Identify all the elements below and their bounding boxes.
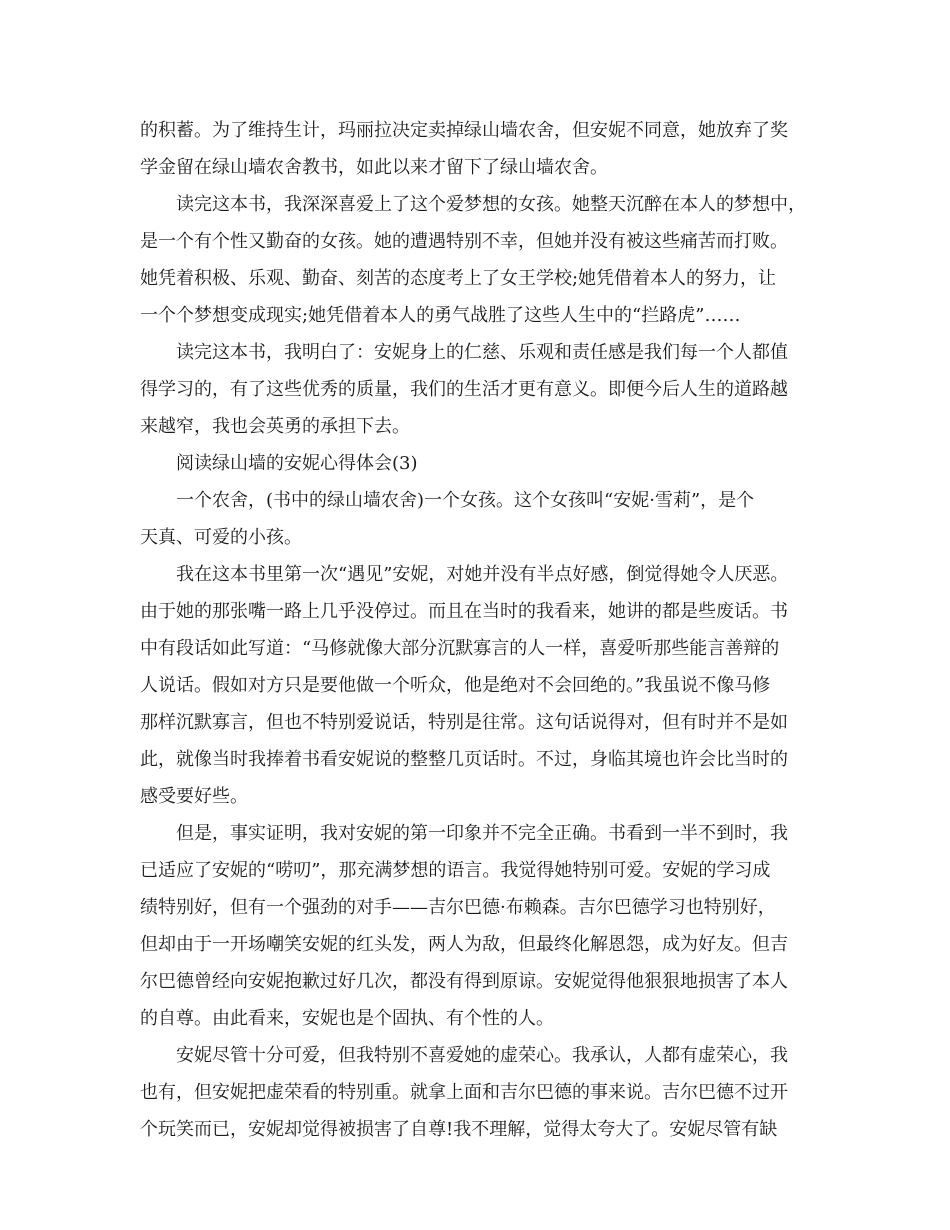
text-line: 她凭着积极、乐观、勤奋、刻苦的态度考上了女王学校;她凭借着本人的努力，让 xyxy=(140,268,777,289)
text-line: 一个农舍，(书中的绿山墙农舍)一个女孩。这个女孩叫“安妮·雪莉”，是个 xyxy=(176,490,755,511)
text-line: 但是，事实证明，我对安妮的第一印象并不完全正确。书看到一半不到时，我 xyxy=(176,823,788,844)
text-line: 绩特别好，但有一个强劲的对手——吉尔巴德·布赖森。吉尔巴德学习也特别好， xyxy=(140,897,776,918)
text-line: 我在这本书里第一次“遇见”安妮，对她并没有半点好感，倒觉得她令人厌恶。 xyxy=(176,564,789,585)
text-line: 读完这本书，我深深喜爱上了这个爱梦想的女孩。她整天沉醉在本人的梦想中， xyxy=(176,194,806,215)
text-line: 个玩笑而已，安妮却觉得被损害了自尊!我不理解，觉得太夸大了。安妮尽管有缺 xyxy=(140,1119,778,1140)
text-line: 由于她的那张嘴一路上几乎没停过。而且在当时的我看来，她讲的都是些废话。书 xyxy=(140,601,788,622)
text-line: 也有，但安妮把虚荣看的特别重。就拿上面和吉尔巴德的事来说。吉尔巴德不过开 xyxy=(140,1082,788,1103)
text-line: 学金留在绿山墙农舍教书，如此以来才留下了绿山墙农舍。 xyxy=(140,157,608,178)
text-line: 是一个有个性又勤奋的女孩。她的遭遇特别不幸，但她并没有被这些痛苦而打败。 xyxy=(140,231,788,252)
text-line: 来越窄，我也会英勇的承担下去。 xyxy=(140,416,410,437)
text-line: 那样沉默寡言，但也不特别爱说话，特别是往常。这句话说得对，但有时并不是如 xyxy=(140,712,788,733)
text-line: 感受要好些。 xyxy=(140,786,248,807)
text-line: 得学习的，有了这些优秀的质量，我们的生活才更有意义。即便今后人生的道路越 xyxy=(140,379,788,400)
text-line: 此，就像当时我捧着书看安妮说的整整几页话时。不过，身临其境也许会比当时的 xyxy=(140,749,788,770)
text-line: 人说话。假如对方只是要他做一个听众，他是绝对不会回绝的。”我虽说不像马修 xyxy=(140,675,771,696)
text-line: 的自尊。由此看来，安妮也是个固执、有个性的人。 xyxy=(140,1008,554,1029)
text-line: 安妮尽管十分可爱，但我特别不喜爱她的虚荣心。我承认，人都有虚荣心，我 xyxy=(176,1045,788,1066)
text-line: 一个个梦想变成现实;她凭借着本人的勇气战胜了这些人生中的“拦路虎”…… xyxy=(140,305,741,326)
text-line: 但却由于一开场嘲笑安妮的红头发，两人为敌，但最终化解恩怨，成为好友。但吉 xyxy=(140,934,788,955)
text-line: 尔巴德曾经向安妮抱歉过好几次，都没有得到原谅。安妮觉得他狠狠地损害了本人 xyxy=(140,971,788,992)
text-line: 中有段话如此写道：“马修就像大部分沉默寡言的人一样，喜爱听那些能言善辩的 xyxy=(140,638,780,659)
text-line: 读完这本书，我明白了：安妮身上的仁慈、乐观和责任感是我们每一个人都值 xyxy=(176,342,788,363)
text-line: 的积蓄。为了维持生计，玛丽拉决定卖掉绿山墙农舍，但安妮不同意，她放弃了奖 xyxy=(140,120,788,141)
body-text xyxy=(140,112,812,1148)
section-heading: 阅读绿山墙的安妮心得体会(3) xyxy=(176,453,418,474)
text-line: 天真、可爱的小孩。 xyxy=(140,527,302,548)
text-line: 已适应了安妮的“唠叨”，那充满梦想的语言。我觉得她特别可爱。安妮的学习成 xyxy=(140,860,771,881)
